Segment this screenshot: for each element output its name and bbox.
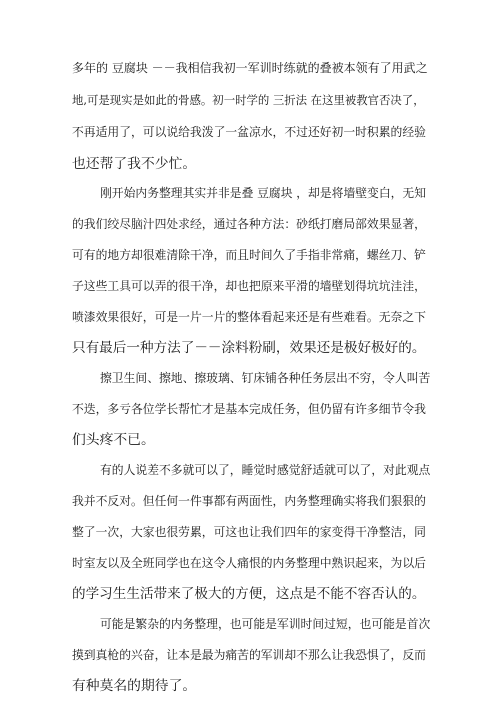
text-line: 可有的地方却很难清除干净，而且时间久了手指非常痛，螺丝刀、铲 (72, 248, 426, 262)
text-line: 有的人说差不多就可以了，睡觉时感觉舒适就可以了，对此观点 (100, 463, 431, 477)
text-line: 的学习生生活带来了极大的方便，这点是不能不容否认的。 (72, 586, 426, 602)
text-line: 地,可是现实是如此的骨感。初一时学的 三折法 在这里被教官否决了， (72, 93, 425, 107)
text-line: 喷漆效果很好，可是一片一片的整体看起来还是有些难看。无奈之下 (72, 310, 426, 324)
text-line: 有种莫名的期待了。 (72, 678, 197, 694)
text-line: 摸到真枪的兴奋，让本是最为痛苦的军训却不那么让我恐惧了，反而 (72, 648, 426, 662)
text-line: 只有最后一种方法了－－涂料粉刷，效果还是极好极好的。 (72, 340, 426, 356)
text-line: 擦卫生间、擦地、擦玻璃、钉床铺各种任务层出不穷，令人叫苦 (100, 371, 431, 385)
text-line: 我并不反对。但任何一件事都有两面性，内务整理确实将我们狠狠的 (72, 494, 426, 508)
text-line: 时室友以及全班同学也在这令人痛恨的内务整理中熟识起来，为以后 (72, 556, 426, 570)
text-line: 整了一次，大家也很劳累，可这也让我们四年的家变得干净整洁，同 (72, 525, 426, 539)
text-line: 刚开始内务整理其实并非是叠 豆腐块 ，却是将墙壁变白，无知 (100, 186, 427, 200)
text-line: 子这些工具可以弄的很干净，却也把原来平滑的墙壁划得坑坑洼洼， (72, 279, 426, 293)
text-line: 的我们绞尽脑汁四处求经，通过各种方法：砂纸打磨局部效果显著， (72, 217, 426, 231)
text-line: 不迭，多亏各位学长帮忙才是基本完成任务，但仍留有许多细节令我 (72, 402, 426, 416)
text-line: 可能是繁杂的内务整理，也可能是军训时间过短，也可能是首次 (100, 617, 431, 631)
text-line: 不再适用了，可以说给我泼了一盆凉水，不过还好初一时积累的经验 (72, 125, 426, 139)
text-line: 们头疼不已。 (72, 432, 155, 448)
text-line: 也还帮了我不少忙。 (72, 156, 197, 172)
text-line: 多年的 豆腐块 －－我相信我初一军训时练就的叠被本领有了用武之 (72, 61, 428, 75)
